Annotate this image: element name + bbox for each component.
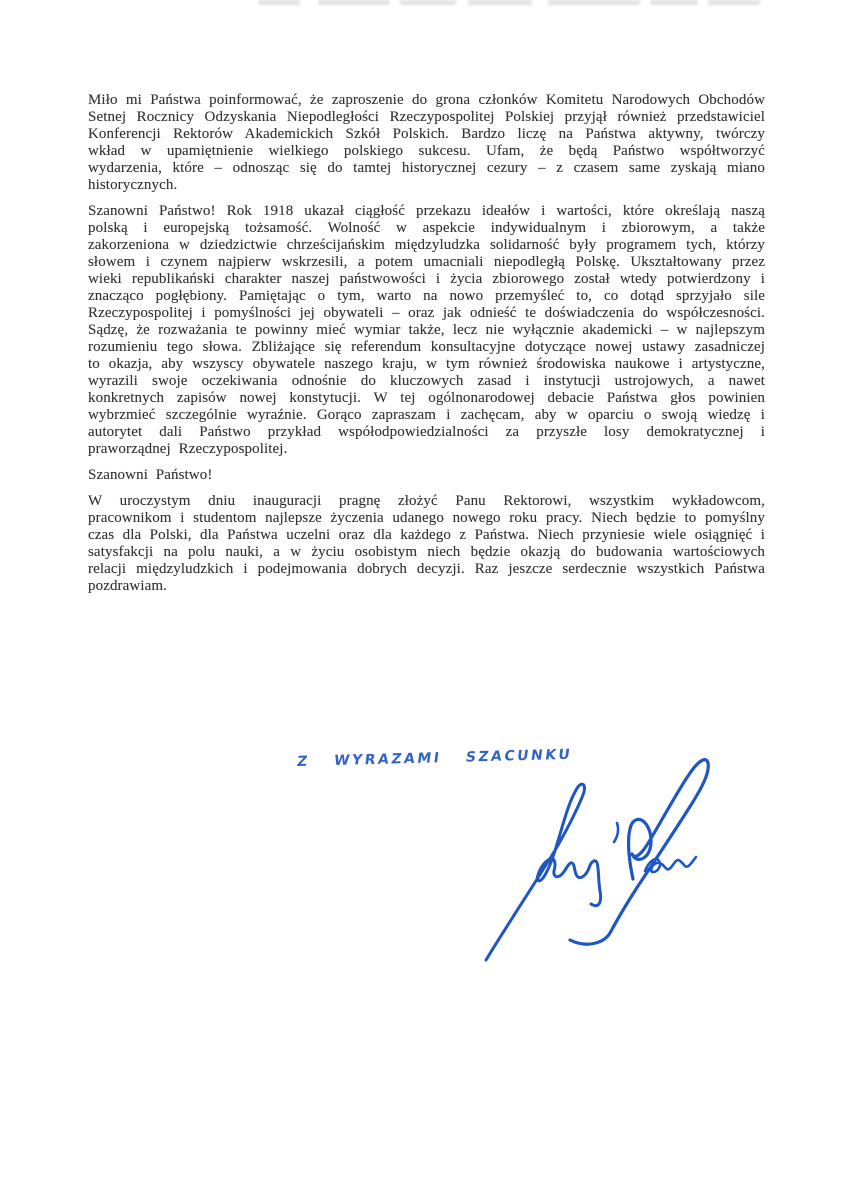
letter-body <box>88 92 765 604</box>
signature-autograph <box>470 730 730 970</box>
scan-artifact <box>258 0 300 5</box>
signature-stroke-tick <box>614 823 618 842</box>
handwritten-closing-line: Z WYRAZAMI SZACUNKU <box>296 746 574 770</box>
paragraph-invitation: Miło mi Państwa poinformować, że zaproszenie do grona członków Komitetu Narodowych Obchodów Setnej Rocznicy Odzyskania Niepodległości Rzeczypospolitej Polskiej przyjął również przedstawiciel Konferencji Rektorów Akademickich Szkół Polskich. Bardzo liczę na Państwa aktywny, twórczy wkład w upamiętnienie wielkiego polskiego sukcesu. Ufam, że będą Państwo współtworzyć wydarzenia, które – odnosząc się do tamtej historycznej cezury – z czasem same zyskają miano historycznych. <box>88 92 765 193</box>
signature-stroke-loop <box>570 760 708 945</box>
scan-artifact-strip <box>0 0 848 8</box>
scan-artifact <box>650 0 698 5</box>
paragraph-wishes: W uroczystym dniu inauguracji pragnę złożyć Panu Rektorowi, wszystkim wykładowcom, pracownikom i studentom najlepsze życzenia udanego nowego roku pracy. Niech będzie to pomyślny czas dla Polski, dla Państwa uczelni oraz dla każdego z Państwa. Niech przyniesie wiele osiągnięć i satysfakcji na polu nauki, a w życiu osobistym niech będzie okazją do budowania wartościowych relacji międzyludzkich i podejmowania dobrych decyzji. Raz jeszcze serdecznie wszystkich Państwa pozdrawiam. <box>88 493 765 594</box>
salutation-line: Szanowni Państwo! <box>88 467 213 483</box>
signature-stroke-main <box>486 784 601 960</box>
scan-artifact <box>400 0 456 5</box>
scan-artifact <box>318 0 390 5</box>
scan-artifact <box>708 0 760 5</box>
signature-stroke-squiggle <box>645 857 696 872</box>
scan-artifact <box>468 0 532 5</box>
scan-artifact <box>548 0 640 5</box>
paragraph-1918-values: Szanowni Państwo! Rok 1918 ukazał ciągłość przekazu ideałów i wartości, które określają naszą polską i europejską tożsamość. Wolność w aspekcie indywidualnym i zbiorowym, a także zakorzeniona w dziedzictwie chrześcijańskim międzyludzka solidarność były programem tych, którzy słowem i czynem najpierw wskrzesili, a potem umacniali niepodległą Polskę. Ukształtowany przez wieki republikański charakter naszej państwowości i życia zbiorowego został wtedy potwierdzony i znacząco pogłębiony. Pamiętając o tym, warto na nowo przemyśleć to, co dotąd sprzyjało sile Rzeczypospolitej i pomyślności jej obywateli – oraz jak odnieść te doświadczenia do współczesności. Sądzę, że rozważania te powinny mieć wymiar także, lecz nie wyłącznie akademicki – w najlepszym rozumieniu tego słowa. Zbliżające się referendum konsultacyjne dotyczące nowej ustawy zasadniczej to okazja, aby wszyscy obywatele naszego kraju, w tym również środowiska naukowe i artystyczne, wyrazili swoje oczekiwania odnośnie do kluczowych zasad i instytucji ustrojowych, a nawet konkretnych zapisów nowej konstytucji. W tej ogólnonarodowej debacie Państwa głos powinien wybrzmieć szczególnie wyraźnie. Gorąco zapraszam i zachęcam, aby w oparciu o swoją wiedzę i autorytet dali Państwo przykład współodpowiedzialności za przyszłe losy demokratycznej i praworządnej Rzeczypospolitej. <box>88 203 765 457</box>
